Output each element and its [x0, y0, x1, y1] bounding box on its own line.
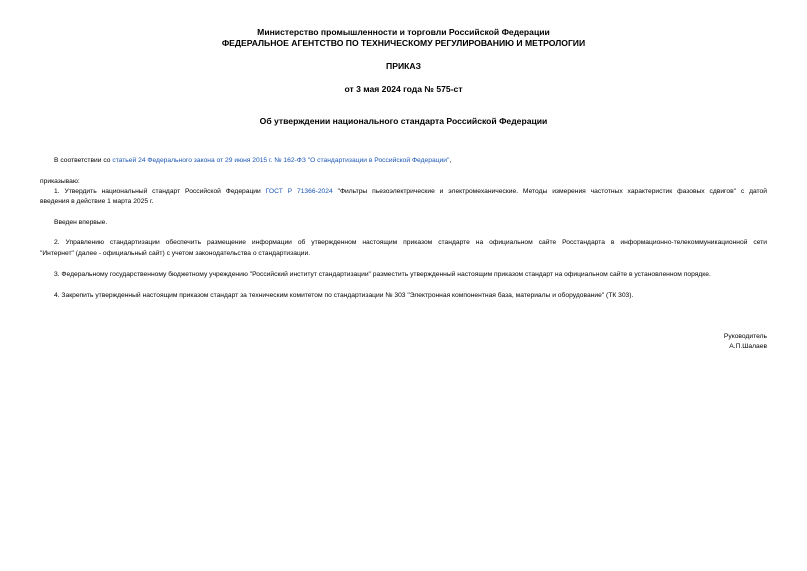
item-2-line-2: "Интернет" (далее - официальный сайт) с учетом законодательства о стандартизации. [40, 250, 311, 257]
intro-note: Введен впервые. [54, 219, 108, 226]
item-1-line-1 [54, 187, 767, 197]
federal-law-link[interactable]: статьей 24 Федерального закона от 29 июня 2015 г. № 162-ФЗ "О стандартизации в Российской Федерации" [112, 157, 450, 164]
item-3-paragraph: 3. Федеральному государственному бюджетному учреждению "Российский институт стандартизации" разместить утвержденный настоящим приказом стандарт на официальном сайте в установленном порядке. [54, 271, 711, 278]
preamble-text-start: В соответствии со [54, 157, 113, 164]
document-date-number: от 3 мая 2024 года № 575-ст [344, 84, 463, 94]
item-1-text-mid: "Фильтры пьезоэлектрические и электромеханические. Методы измерения частотных характеристик фазовых сдвигов" с датой [332, 188, 767, 195]
preamble-text-end: , [449, 157, 452, 164]
gost-link[interactable]: ГОСТ Р 71366-2024 [265, 188, 333, 195]
item-2-line-1: 2. Управлению стандартизации обеспечить размещение информации об утвержденном настоящим приказом стандарте на официальном сайте Росстандарта в информационно-телекоммуникационной сети [54, 239, 767, 246]
order-word: приказываю: [40, 178, 80, 185]
item-1-line-2: введения в действие 1 марта 2025 г. [40, 198, 154, 205]
signature-name: А.П.Шалаев [729, 343, 767, 350]
signature-position: Руководитель [723, 333, 767, 340]
ministry-name: Министерство промышленности и торговли Российской Федерации [257, 27, 550, 37]
document-type: ПРИКАЗ [386, 61, 421, 71]
agency-name: ФЕДЕРАЛЬНОЕ АГЕНТСТВО ПО ТЕХНИЧЕСКОМУ РЕГУЛИРОВАНИЮ И МЕТРОЛОГИИ [221, 38, 586, 48]
item-1-text-start: 1. Утвердить национальный стандарт Российской Федерации [54, 188, 266, 195]
document-title: Об утверждении национального стандарта Российской Федерации [259, 116, 548, 126]
preamble-paragraph [54, 156, 451, 166]
item-4-paragraph: 4. Закрепить утвержденный настоящим приказом стандарт за техническим комитетом по стандартизации № 303 "Электронная компонентная база, материалы и оборудование" (ТК 303). [54, 292, 634, 299]
